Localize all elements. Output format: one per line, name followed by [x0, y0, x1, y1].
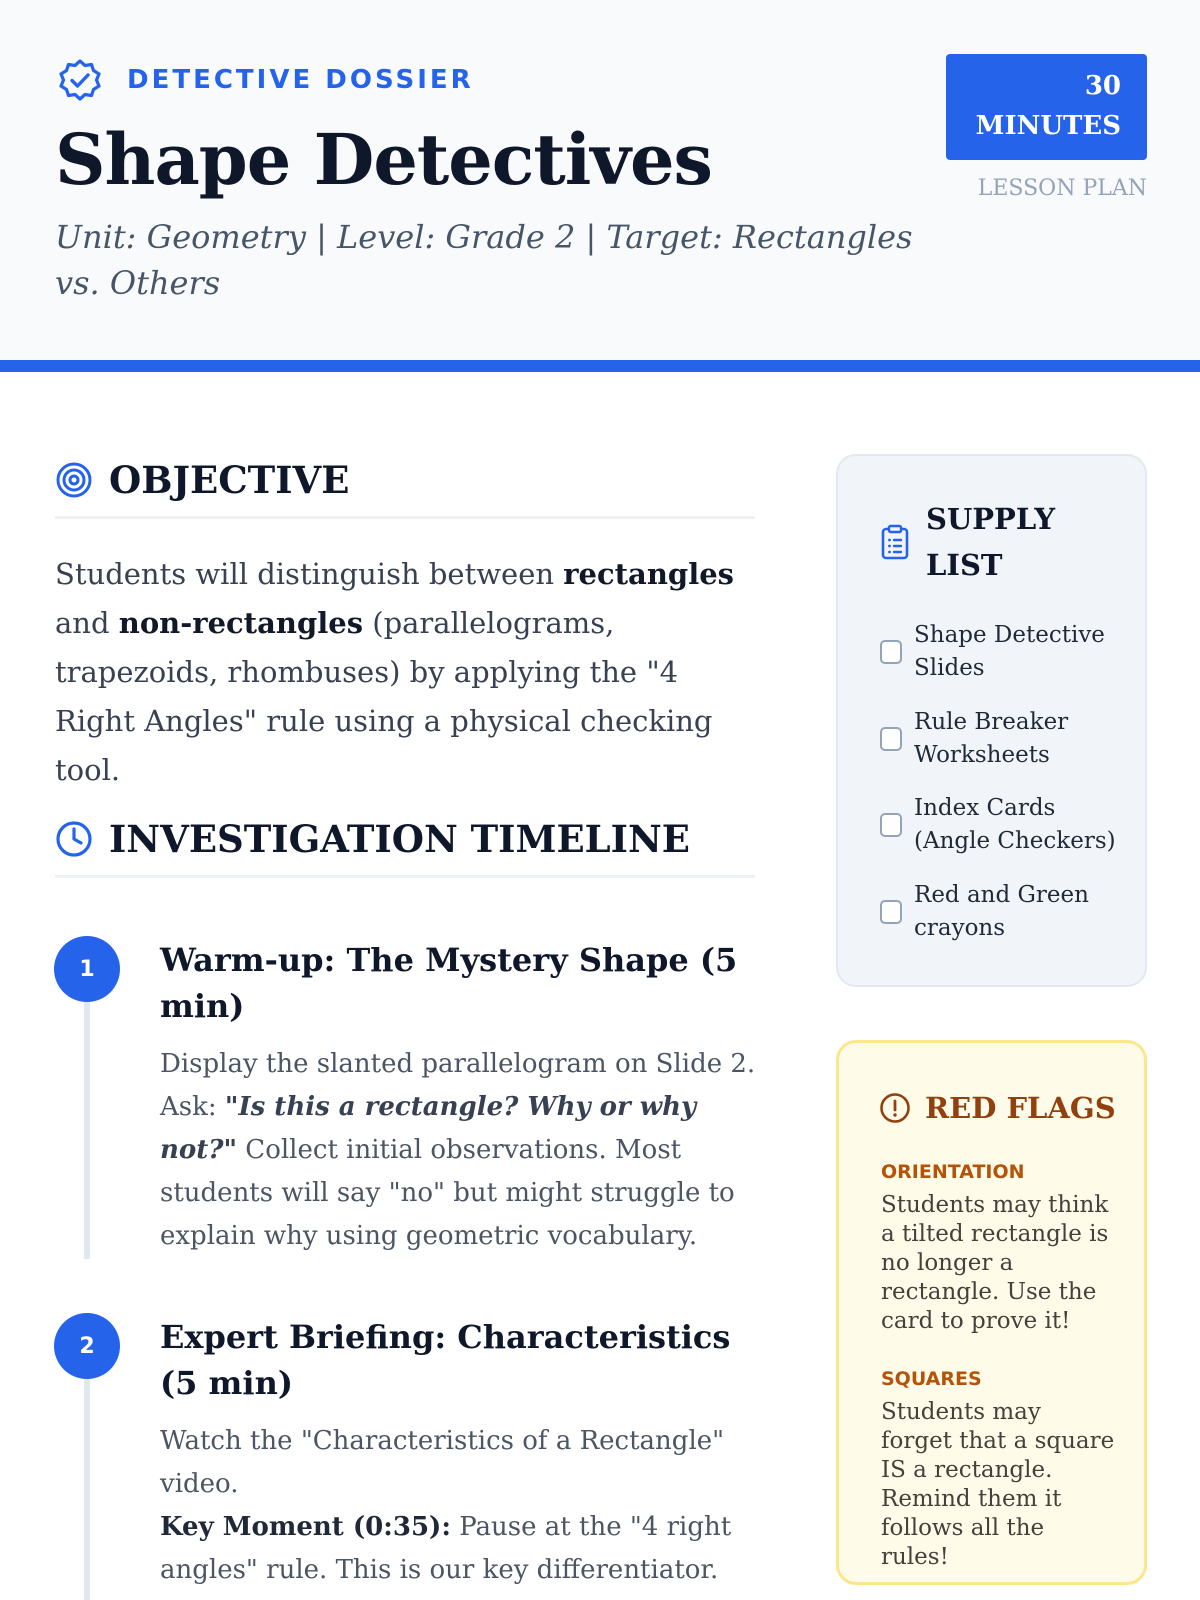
page-subtitle: Unit: Geometry | Level: Grade 2 | Target: Rectangles vs. Others	[55, 218, 913, 302]
step-title: Warm-up: The Mystery Shape (5 min)	[160, 941, 738, 1025]
objective-title: OBJECTIVE	[109, 458, 350, 502]
timeline-connector	[84, 1362, 90, 1600]
flag-text: Students may forget that a square IS a rectangle. Remind them it follows all the rules!	[881, 1399, 1115, 1570]
header-divider	[0, 360, 1200, 372]
supply-title: SUPPLY LIST	[926, 502, 1056, 582]
supply-list-card	[836, 454, 1147, 987]
supply-heading	[880, 496, 1086, 588]
supply-item-label: Shape Detective Slides	[914, 622, 1105, 681]
page-title: Shape Detectives	[55, 118, 712, 201]
duration-unit: MINUTES	[975, 111, 1121, 141]
kicker	[55, 55, 474, 105]
objective-text	[55, 550, 765, 795]
flag-text: Students may think a tilted rectangle is no longer a rectangle. Use the card to prove it!	[881, 1192, 1109, 1334]
lesson-plan-label: LESSON PLAN	[977, 176, 1147, 201]
duration-number: 30	[1084, 71, 1121, 101]
step-text: Watch the "Characteristics of a Rectangle" video.	[160, 1426, 725, 1499]
kicker-label: DETECTIVE DOSSIER	[127, 65, 474, 95]
objective-text-part: (parallelograms, trapezoids, rhombuses) by applying the "4 Right Angles" rule using a physical checking tool.	[55, 606, 713, 787]
step-text: Collect initial observations. Most students will say "no" but might struggle to explain why using geometric vocabulary.	[160, 1135, 735, 1251]
objective-text-part: and	[55, 606, 119, 640]
supply-item-label: Index Cards (Angle Checkers)	[914, 795, 1116, 854]
alert-circle-icon	[879, 1092, 911, 1124]
objective-keyword: rectangles	[563, 557, 734, 591]
dossier-header	[0, 0, 1200, 360]
target-icon	[55, 461, 93, 499]
timeline-title: INVESTIGATION TIMELINE	[109, 817, 690, 861]
key-moment-label: Key Moment (0:35):	[160, 1512, 451, 1542]
step-number: 2	[54, 1313, 120, 1379]
clock-icon	[55, 820, 93, 858]
step-text: Display the slanted parallelogram on Slide 2. Ask:	[160, 1049, 756, 1122]
checkbox[interactable]	[880, 900, 902, 924]
step-description	[160, 1420, 760, 1592]
red-flags-card	[836, 1040, 1147, 1585]
checkbox[interactable]	[880, 640, 902, 664]
step-number: 1	[54, 936, 120, 1002]
objective-keyword: non-rectangles	[118, 606, 364, 640]
red-flags-heading	[879, 1091, 1116, 1125]
objective-heading	[55, 458, 755, 519]
supply-item[interactable]	[880, 706, 1120, 772]
verified-badge-icon	[55, 55, 105, 105]
checkbox[interactable]	[880, 727, 902, 751]
supply-item-label: Rule Breaker Worksheets	[914, 709, 1069, 768]
checkbox[interactable]	[880, 813, 902, 837]
supply-item-label: Red and Green crayons	[914, 882, 1089, 941]
timeline-connector	[84, 984, 90, 1259]
flag-tag: ORIENTATION	[881, 1161, 1025, 1183]
duration-badge	[946, 54, 1147, 160]
step-title: Expert Briefing: Characteristics (5 min)	[160, 1318, 731, 1402]
supply-item[interactable]	[880, 879, 1120, 945]
supply-item[interactable]	[880, 792, 1120, 858]
clipboard-list-icon	[880, 524, 910, 560]
step-text: Pause at the "4 right angles" rule. This is our key differentiator.	[160, 1512, 732, 1585]
objective-text-part: Students will distinguish between	[55, 557, 564, 591]
supply-item[interactable]	[880, 619, 1120, 685]
timeline-heading	[55, 817, 755, 878]
red-flags-title: RED FLAGS	[925, 1091, 1116, 1125]
step-description	[160, 1043, 760, 1258]
flag-tag: SQUARES	[881, 1368, 982, 1390]
step-question: "Is this a rectangle? Why or why not?"	[160, 1092, 697, 1165]
